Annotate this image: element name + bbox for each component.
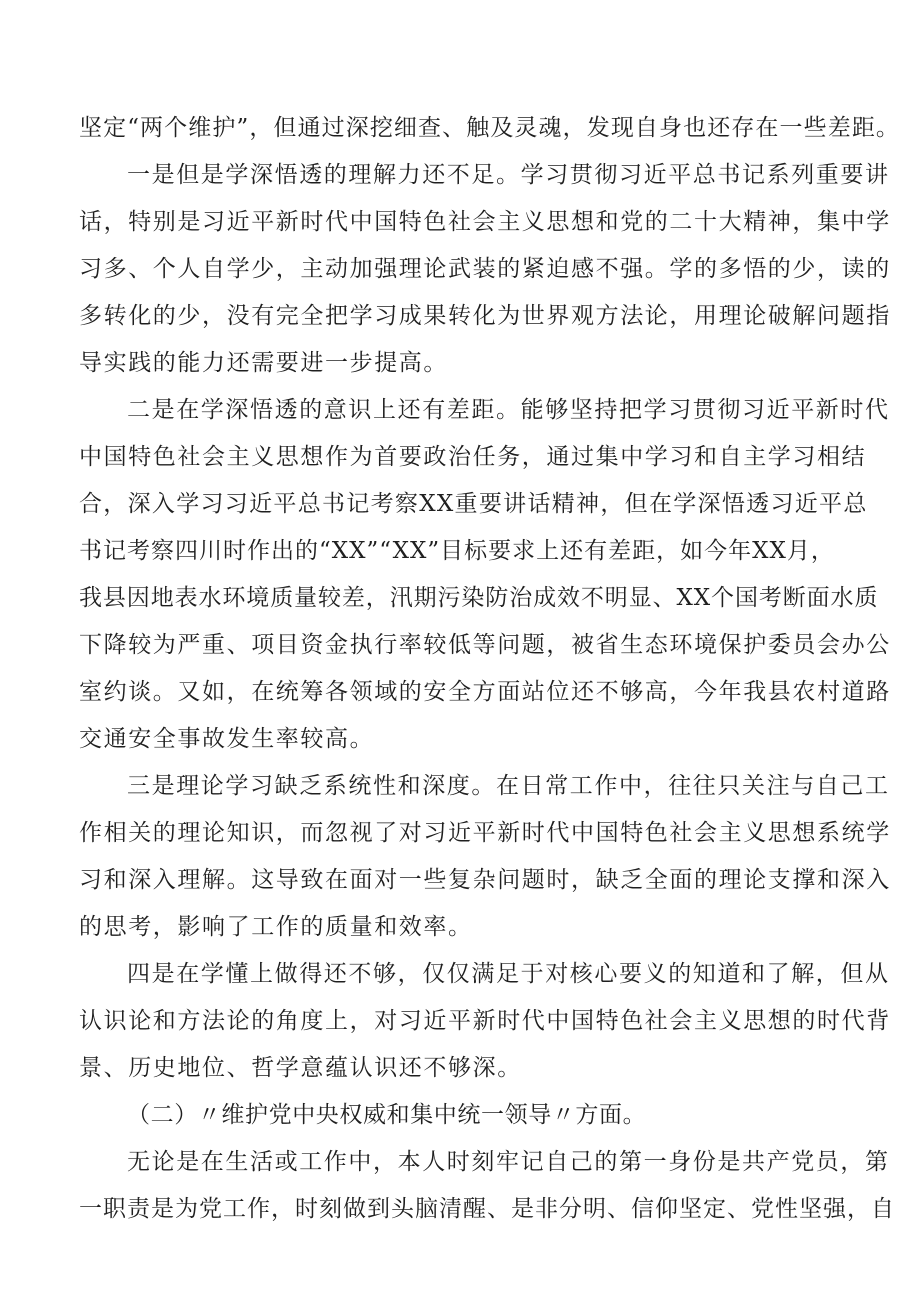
text-line: 合，深入学习习近平总书记考察XX重要讲话精神，但在学深悟透习近平总 <box>79 491 868 517</box>
text-line: 一是但是学深悟透的理解力还不足。学习贯彻习近平总书记系列重要讲 <box>127 162 890 188</box>
text-line: 二是在学深悟透的意识上还有差距。能够坚持把学习贯彻习近平新时代 <box>127 397 890 423</box>
text-line: 的思考，影响了工作的质量和效率。 <box>79 914 473 940</box>
text-line: 认识论和方法论的角度上，对习近平新时代中国特色社会主义思想的时代背 <box>79 1008 891 1034</box>
text-line: 坚定“两个维护”，但通过深挖细查、触及灵魂，发现自身也还存在一些差距。 <box>79 115 901 141</box>
text-line: 书记考察四川时作出的“XX”“XX”目标要求上还有差距，如今年XX月， <box>79 538 835 564</box>
text-line: 四是在学懂上做得还不够，仅仅满足于对核心要义的知道和了解，但从 <box>127 961 890 987</box>
text-line: 作相关的理论知识，而忽视了对习近平新时代中国特色社会主义思想系统学 <box>79 820 891 846</box>
text-line: 我县因地表水环境质量较差，汛期污染防治成效不明显、XX个国考断面水质 <box>79 585 879 611</box>
section-heading: （二）〃维护党中央权威和集中统一领导〃方面。 <box>127 1102 647 1128</box>
text-line: 一职责是为党工作，时刻做到头脑清醒、是非分明、信仰坚定、党性坚强，自 <box>79 1196 895 1222</box>
text-line: 三是理论学习缺乏系统性和深度。在日常工作中，往往只关注与自己工 <box>127 773 890 799</box>
text-line: 习和深入理解。这导致在面对一些复杂问题时，缺乏全面的理论支撑和深入 <box>79 867 891 893</box>
text-line: 习多、个人自学少，主动加强理论武装的紧迫感不强。学的多悟的少，读的 <box>79 256 891 282</box>
text-line: 景、历史地位、哲学意蕴认识还不够深。 <box>79 1055 522 1081</box>
text-line: 交通安全事故发生率较高。 <box>79 726 375 752</box>
text-line: 下降较为严重、项目资金执行率较低等问题，被省生态环境保护委员会办公 <box>79 632 891 658</box>
text-line: 话，特别是习近平新时代中国特色社会主义思想和党的二十大精神，集中学 <box>79 209 891 235</box>
text-line: 室约谈。又如，在统筹各领域的安全方面站位还不够高，今年我县农村道路 <box>79 679 891 705</box>
text-line: 中国特色社会主义思想作为首要政治任务，通过集中学习和自主学习相结 <box>79 444 867 470</box>
text-line: 导实践的能力还需要进一步提高。 <box>79 350 448 376</box>
text-line: 多转化的少，没有完全把学习成果转化为世界观方法论，用理论破解问题指 <box>79 303 891 329</box>
text-line: 无论是在生活或工作中，本人时刻牢记自己的第一身份是共产党员，第 <box>127 1149 890 1175</box>
